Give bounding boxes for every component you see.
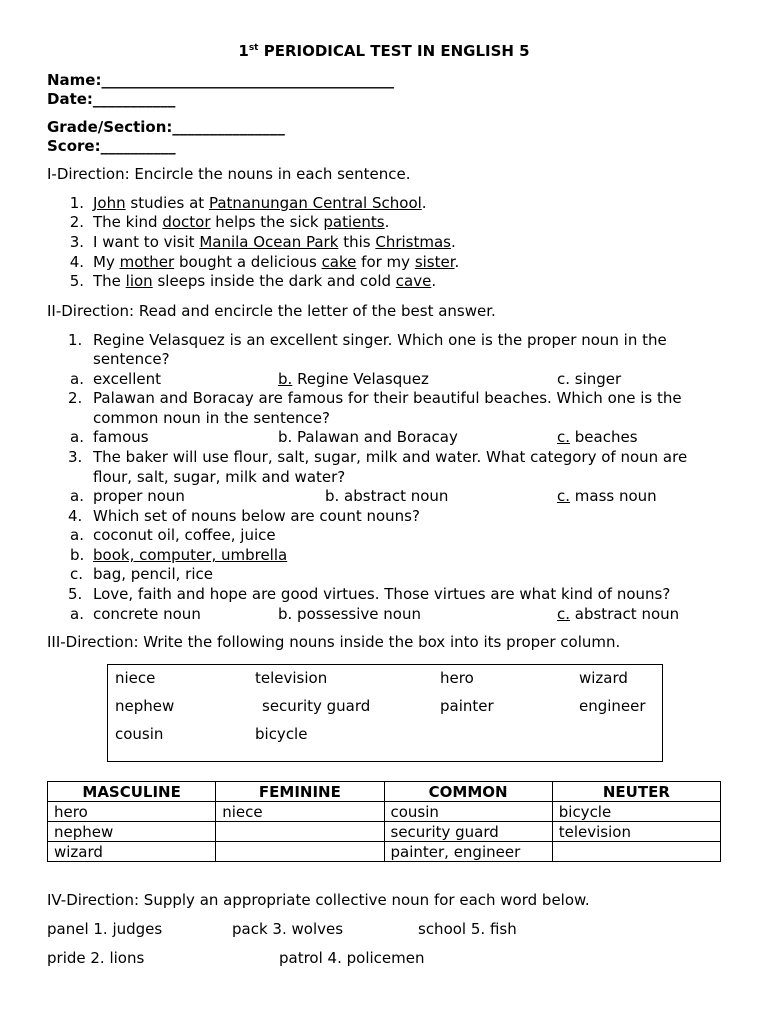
noun-word[interactable]: Christmas: [375, 233, 451, 251]
collective-noun-item[interactable]: pack 3. wolves: [232, 920, 344, 938]
table-cell[interactable]: security guard: [384, 822, 552, 842]
q1-b-letter[interactable]: b.: [278, 370, 293, 388]
sentence-text: The kind: [93, 213, 163, 231]
q4-text: Which set of nouns below are count nouns?: [93, 507, 420, 525]
q5-number: 5.: [68, 585, 83, 603]
sentence-text: bought a delicious: [174, 253, 322, 271]
box-word: television: [255, 669, 328, 687]
title-number: 1: [238, 42, 249, 60]
table-header-row: [48, 782, 721, 802]
table-cell[interactable]: hero: [48, 802, 216, 822]
sentence-item: [22, 232, 456, 252]
box-word: nephew: [115, 697, 175, 715]
sentence-item: [22, 193, 427, 213]
question-2: [68, 388, 682, 408]
sentence-text: this: [338, 233, 376, 251]
sentence-item: [22, 271, 436, 291]
part2-direction: II-Direction: Read and encircle the letter of the best answer.: [47, 302, 496, 320]
box-word: painter: [440, 697, 494, 715]
q5-a-letter[interactable]: a.: [70, 605, 84, 623]
table-row: [48, 822, 721, 842]
box-word: engineer: [579, 697, 646, 715]
table-cell[interactable]: [216, 842, 384, 862]
collective-noun-item[interactable]: patrol 4. policemen: [279, 949, 425, 967]
q4-b-option: book, computer, umbrella: [93, 546, 288, 564]
q3-b-option[interactable]: b. abstract noun: [325, 487, 449, 505]
box-word: niece: [115, 669, 156, 687]
question-4: [68, 506, 420, 526]
sentence-item: [22, 212, 389, 232]
question-5: [68, 584, 670, 604]
part1-direction: I-Direction: Encircle the nouns in each sentence.: [47, 165, 411, 183]
table-cell[interactable]: cousin: [384, 802, 552, 822]
grade-line: _______________: [172, 118, 285, 136]
part3-direction: III-Direction: Write the following nouns inside the box into its proper column.: [47, 633, 621, 651]
question-1: [68, 330, 667, 350]
date-line: ___________: [92, 90, 176, 108]
table-cell[interactable]: niece: [216, 802, 384, 822]
q1-text: Regine Velasquez is an excellent singer. Which one is the proper noun in the: [93, 331, 667, 349]
q5-c-letter[interactable]: c.: [557, 605, 571, 623]
noun-word[interactable]: doctor: [162, 213, 211, 231]
q4-b-letter[interactable]: b.: [70, 546, 85, 564]
box-word: bicycle: [255, 725, 308, 743]
noun-word[interactable]: cave: [395, 272, 432, 290]
q2-b-option[interactable]: b. Palawan and Boracay: [278, 428, 458, 446]
noun-word[interactable]: Manila Ocean Park: [199, 233, 339, 251]
sentence-item: [22, 252, 459, 272]
q2-number: 2.: [68, 389, 83, 407]
q1-a-letter[interactable]: a.: [70, 370, 84, 388]
q2-a-letter[interactable]: a.: [70, 428, 84, 446]
header-common: COMMON: [384, 782, 552, 802]
table-row: [48, 842, 721, 862]
page-title: [0, 41, 768, 61]
collective-noun-item[interactable]: panel 1. judges: [47, 920, 163, 938]
q2-text: Palawan and Boracay are famous for their beautiful beaches. Which one is the: [93, 389, 682, 407]
q3-number: 3.: [68, 448, 83, 466]
table-cell[interactable]: nephew: [48, 822, 216, 842]
sentence-text: The: [93, 272, 126, 290]
q2-a-option: famous: [93, 428, 149, 446]
q2-c-letter[interactable]: c.: [557, 428, 571, 446]
q4-a-letter[interactable]: a.: [70, 526, 84, 544]
score-field[interactable]: [47, 136, 176, 156]
table-cell[interactable]: painter, engineer: [384, 842, 552, 862]
q1-b-text: Regine Velasquez: [292, 370, 429, 388]
noun-word[interactable]: Patnanungan Central School: [208, 194, 422, 212]
name-field[interactable]: [47, 70, 394, 90]
q4-number: 4.: [68, 507, 83, 525]
q1-number: 1.: [68, 331, 83, 349]
q3-text-cont: flour, salt, sugar, milk and water?: [93, 468, 346, 486]
q3-text: The baker will use flour, salt, sugar, milk and water. What category of noun are: [93, 448, 688, 466]
table-cell[interactable]: bicycle: [552, 802, 720, 822]
q5-a-option: concrete noun: [93, 605, 201, 623]
q4-c-option: bag, pencil, rice: [93, 565, 213, 583]
sentence-text: .: [421, 194, 427, 212]
box-word: wizard: [579, 669, 628, 687]
date-field[interactable]: [47, 89, 175, 109]
sentence-text: My: [93, 253, 120, 271]
q5-text: Love, faith and hope are good virtues. Those virtues are what kind of nouns?: [93, 585, 671, 603]
q3-c-letter[interactable]: c.: [557, 487, 571, 505]
noun-word[interactable]: mother: [119, 253, 175, 271]
table-cell[interactable]: wizard: [48, 842, 216, 862]
title-text: PERIODICAL TEST IN ENGLISH 5: [258, 42, 530, 60]
header-masculine: MASCULINE: [48, 782, 216, 802]
sentence-text: .: [454, 253, 460, 271]
box-word: cousin: [115, 725, 164, 743]
q4-a-option: coconut oil, coffee, juice: [93, 526, 276, 544]
name-label: Name:: [47, 71, 102, 89]
sentence-text: studies at: [125, 194, 209, 212]
score-label: Score:: [47, 137, 101, 155]
q2-text-cont: common noun in the sentence?: [93, 409, 330, 427]
sentence-text: .: [431, 272, 437, 290]
sentence-number: 1.: [69, 194, 84, 212]
sentence-text: sleeps inside the dark and cold: [152, 272, 396, 290]
q2-c-option[interactable]: [557, 427, 638, 447]
q3-c-text: mass noun: [570, 487, 657, 505]
q4-c-letter[interactable]: c.: [70, 565, 84, 583]
table-cell[interactable]: [216, 822, 384, 842]
header-feminine: FEMININE: [216, 782, 384, 802]
noun-classification-table: [47, 781, 721, 862]
sentence-text: helps the sick: [210, 213, 324, 231]
grade-section-field[interactable]: [47, 117, 285, 137]
q3-c-option[interactable]: [557, 486, 657, 506]
q1-text-cont: sentence?: [93, 350, 170, 368]
question-3: [68, 447, 687, 467]
sentence-text: .: [384, 213, 390, 231]
collective-noun-item[interactable]: school 5. fish: [418, 920, 517, 938]
noun-word[interactable]: patients: [323, 213, 385, 231]
date-label: Date:: [47, 90, 93, 108]
q2-c-text: beaches: [570, 428, 638, 446]
sentence-number: 2.: [69, 213, 84, 231]
sentence-text: for my: [356, 253, 415, 271]
noun-word[interactable]: John: [93, 194, 126, 212]
table-cell[interactable]: television: [552, 822, 720, 842]
sentence-number: 4.: [69, 253, 84, 271]
grade-label: Grade/Section:: [47, 118, 173, 136]
name-line: _______________________________________: [101, 71, 394, 89]
box-word: security guard: [262, 697, 371, 715]
table-cell[interactable]: [552, 842, 720, 862]
sentence-number: 5.: [69, 272, 84, 290]
collective-noun-item[interactable]: pride 2. lions: [47, 949, 145, 967]
q3-a-option: proper noun: [93, 487, 185, 505]
noun-word[interactable]: lion: [125, 272, 153, 290]
q3-a-letter[interactable]: a.: [70, 487, 84, 505]
table-row: [48, 802, 721, 822]
noun-word[interactable]: sister: [414, 253, 455, 271]
box-word: hero: [440, 669, 474, 687]
noun-word[interactable]: cake: [321, 253, 357, 271]
q5-c-option[interactable]: [557, 604, 679, 624]
q1-a-option: excellent: [93, 370, 162, 388]
q1-c-option[interactable]: c. singer: [557, 370, 622, 388]
sentence-text: I want to visit: [93, 233, 200, 251]
q1-b-option[interactable]: [278, 369, 429, 389]
part4-direction: IV-Direction: Supply an appropriate collective noun for each word below.: [47, 891, 590, 909]
q5-b-option[interactable]: b. possessive noun: [278, 605, 421, 623]
title-ordinal: st: [248, 43, 259, 53]
header-neuter: NEUTER: [552, 782, 720, 802]
q5-c-text: abstract noun: [570, 605, 680, 623]
score-line: __________: [100, 137, 176, 155]
sentence-text: .: [450, 233, 456, 251]
sentence-number: 3.: [69, 233, 84, 251]
